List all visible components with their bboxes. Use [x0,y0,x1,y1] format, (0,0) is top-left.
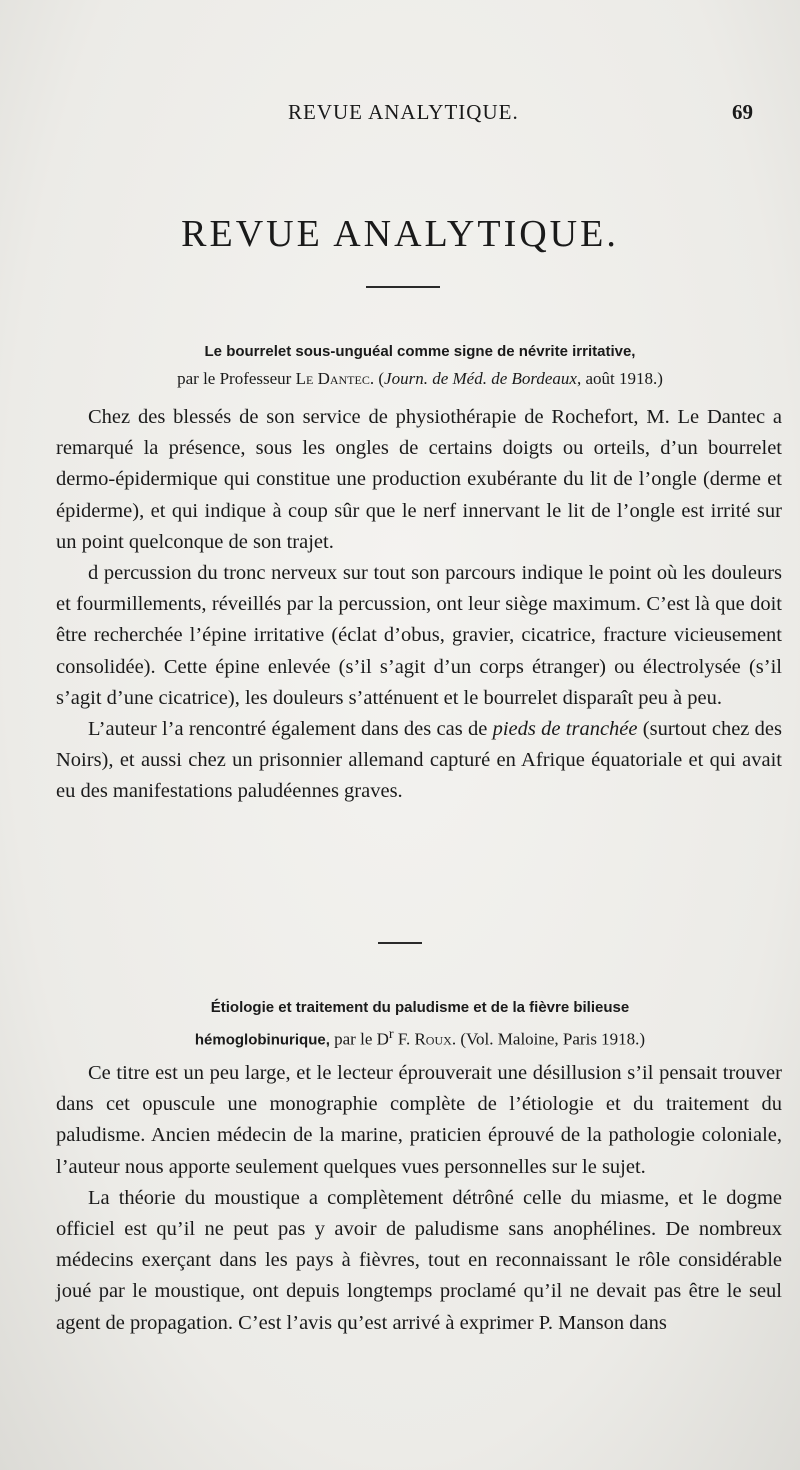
article2-byline-prefix: par le D [334,1029,389,1049]
article2-author: F. Roux [397,1029,452,1049]
article1-p3-start: L’auteur l’a rencontré également dans des cas de [88,718,488,741]
article1-paragraph [56,714,782,808]
article2-byline-sup: r [388,1026,394,1042]
article1-heading [60,338,780,392]
article2-byline-suffix: . (Vol. Maloine, Paris 1918.) [451,1029,646,1049]
article1-byline [60,365,780,392]
main-title: REVUE ANALYTIQUE. [181,213,619,255]
article1-body [56,402,782,808]
article1-title: Le bourrelet sous-unguéal comme signe de névrite irritative, [204,343,636,360]
article2-title: Étiologie et traitement du paludisme et de la fièvre bilieuse [210,999,630,1016]
article-separator-rule [378,942,422,944]
article1-p3-rest: (surtout chez des Noirs), et aussi chez un prisonnier allemand capturé en Afrique équatoriale et qui avait eu des manifestations paludéennes graves. [56,718,783,803]
article2-heading [60,994,780,1054]
article1-paragraph: Chez des blessés de son service de physiothérapie de Rochefort, M. Le Dantec a remarqué la présence, sous les ongles de certains doigts ou orteils, d’un bourrelet dermo-épidermique qui constitue une production exubérante du lit de l’ongle (derme et épiderme), et qui indique à coup sûr que le nerf innervant le lit de l’ongle est irrité sur un point quelconque de son trajet. [56,406,782,553]
article1-journal: Journ. de Méd. de Bordeaux [384,369,577,388]
article2-body [56,1058,782,1339]
article1-p3-italic: pieds de tranchée [492,718,638,741]
article1-byline-suffix: , août 1918.) [576,369,663,388]
page-number: 69 [732,100,753,124]
article1-paragraph: d percussion du tronc nerveux sur tout son parcours indique le point où les douleurs et fourmillements, réveillés par la percussion, ont leur siège maximum. C’est là que doit être recherchée l’épine irritative (éclat d’obus, gravier, cicatrice, fracture vicieusement consolidée). Cette épine enlevée (s’il s’agit d’un corps étranger) ou électrolysée (s’il s’agit d’une cicatrice), les douleurs s’atténuent et le bourrelet disparaît peu à peu. [56,562,782,709]
running-head [0,100,800,130]
article1-byline-prefix: par le Professeur [177,369,292,388]
article2-byline [60,1021,780,1054]
article2-paragraph: Ce titre est un peu large, et le lecteur éprouverait une désillusion s’il pensait trouver dans cet opuscule une monographie complète de l’étiologie et du traitement du paludisme. Ancien médecin de la marine, praticien éprouvé de la pathologie coloniale, l’auteur nous apporte seulement quelques vues personnelles sur le sujet. [56,1062,782,1178]
article1-byline-open: . ( [369,369,385,388]
running-title: REVUE ANALYTIQUE. [288,100,519,124]
title-rule [366,286,440,288]
article1-author: Le Dantec [295,369,370,388]
article2-paragraph: La théorie du moustique a complètement détrôné celle du miasme, et le dogme officiel est qu’il ne peut pas y avoir de paludisme sans anophélines. De nombreux médecins exerçant dans les pays à fièvres, tout en reconnaissant le rôle considérable joué par le moustique, ont depuis longtemps proclamé qu’il ne devait pas être le seul agent de propagation. C’est l’avis qu’est arrivé à exprimer P. Manson dans [56,1186,782,1334]
article2-title-line2: hémoglobinurique, [194,1031,330,1049]
